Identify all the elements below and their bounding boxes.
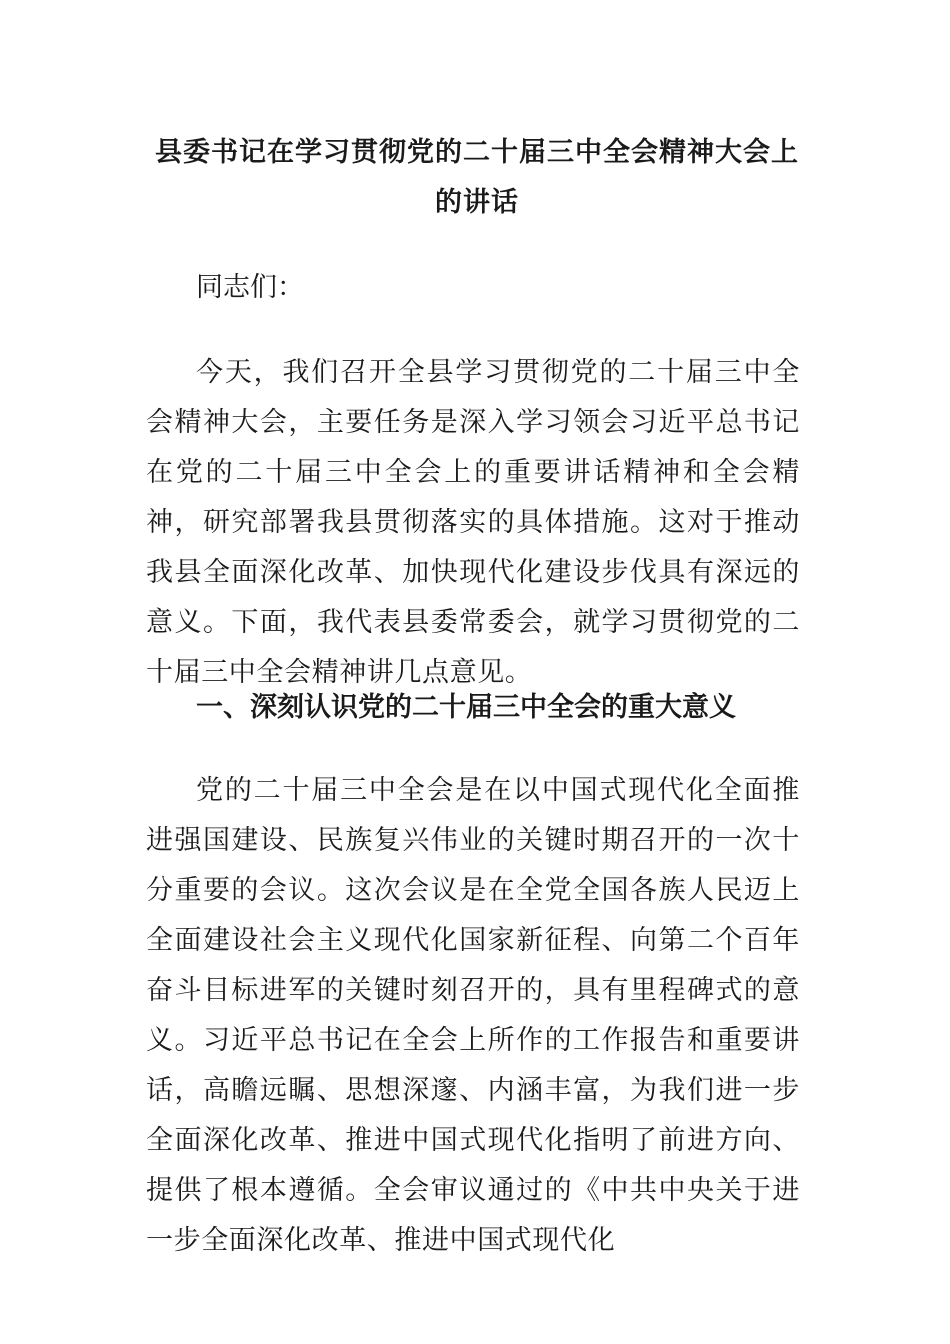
salutation: 同志们：: [196, 272, 304, 303]
section-heading: 一、深刻认识党的二十届三中全会的重大意义: [196, 692, 736, 723]
body-paragraph: 今天，我们召开全县学习贯彻党的二十届三中全会精神大会，主要任务是深入学习领会习近平总书记在党的二十届三中全会上的重要讲话精神和全会精神，研究部署我县贯彻落实的具体措施。这对于推动我县全面深化改革、加快现代化建设步伐具有深远的意义。下面，我代表县委常委会，就学习贯彻党的二十届三中全会精神讲几点意见。: [146, 357, 800, 688]
document-title: 县委书记在学习贯彻党的二十届三中全会精神大会上的讲话: [155, 137, 799, 218]
section-paragraph: 党的二十届三中全会是在以中国式现代化全面推进强国建设、民族复兴伟业的关键时期召开的一次十分重要的会议。这次会议是在全党全国各族人民迈上全面建设社会主义现代化国家新征程、向第二个百年奋斗目标进军的关键时刻召开的，具有里程碑式的意义。习近平总书记在全会上所作的工作报告和重要讲话，高瞻远瞩、思想深邃、内涵丰富，为我们进一步全面深化改革、推进中国式现代化指明了前进方向、提供了根本遵循。全会审议通过的《中共中央关于进一步全面深化改革、推进中国式现代化: [146, 775, 800, 1256]
